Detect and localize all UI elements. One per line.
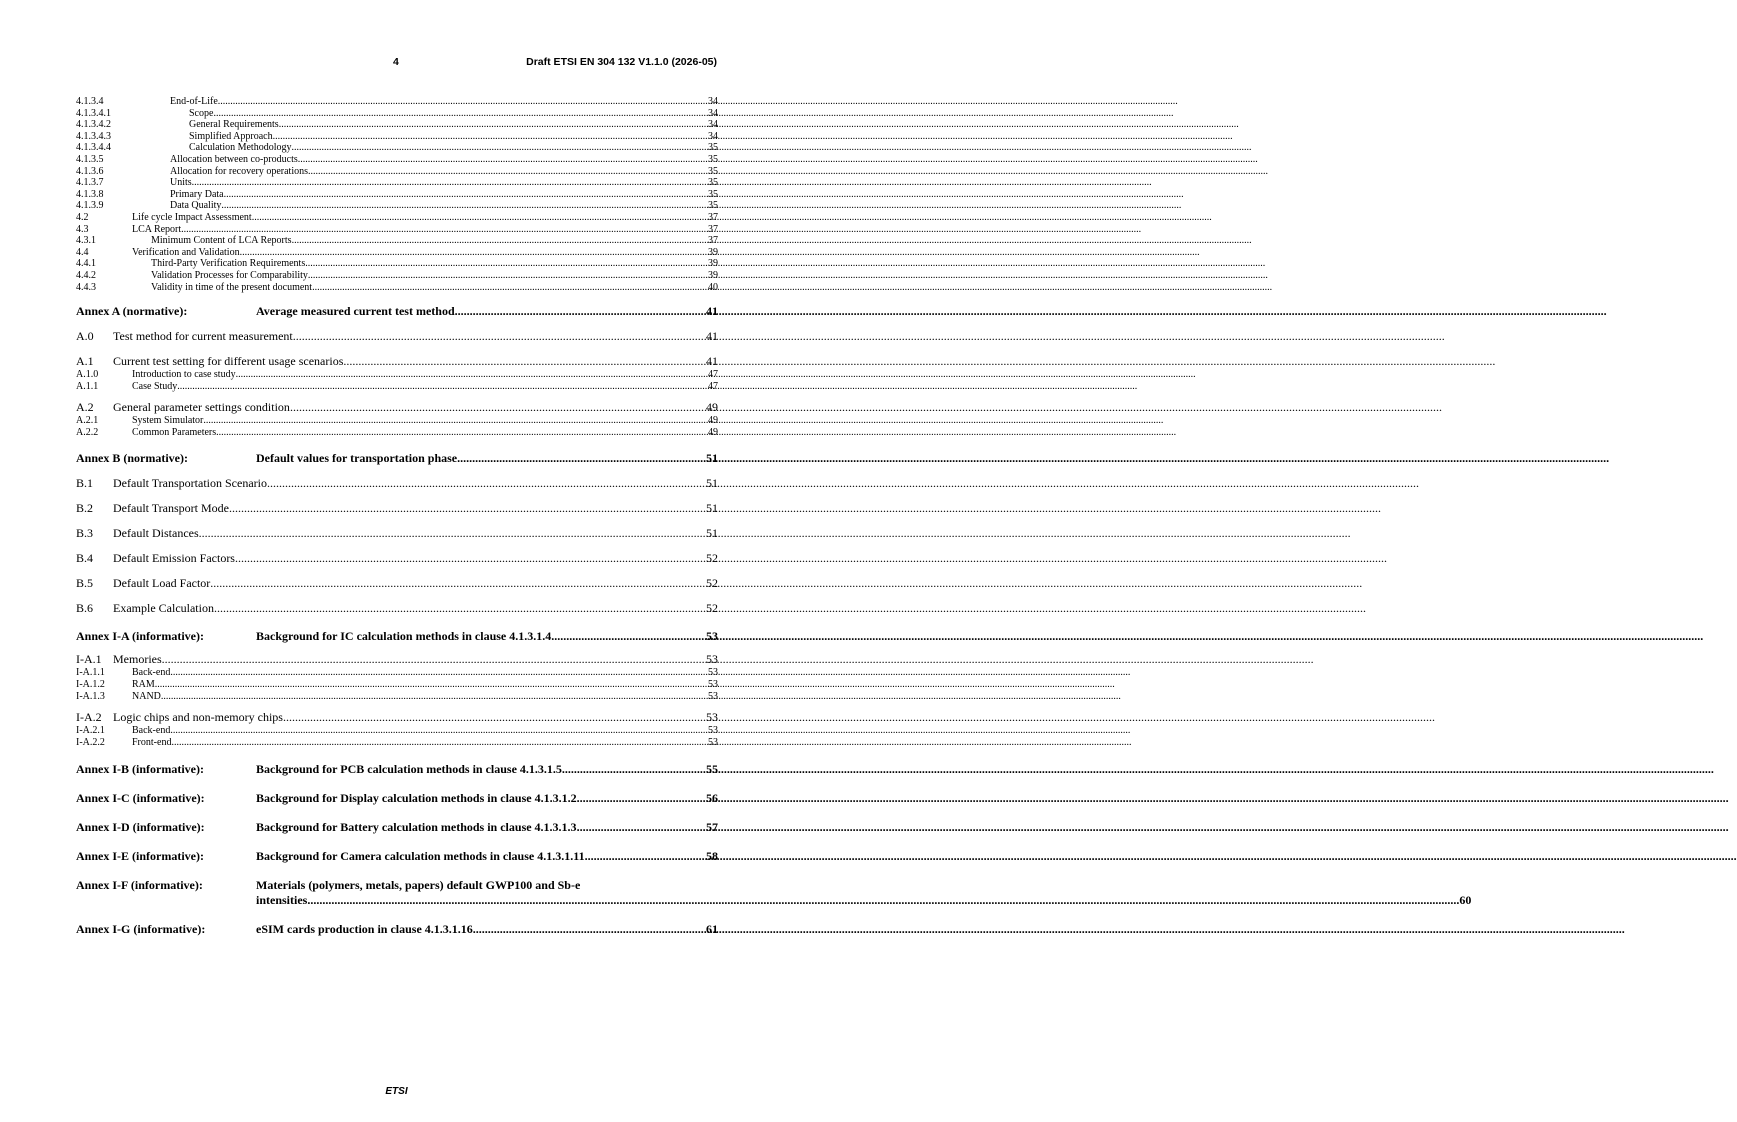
toc-entry-b-6[interactable]: B.6 Example Calculation ..... 52	[76, 601, 718, 616]
toc-entry-i-a-1-3[interactable]: I-A.1.3 NAND ..... 53	[76, 691, 718, 703]
toc-entry-4-1-3-4-3[interactable]: 4.1.3.4.3 Simplified Approach ..... 34	[76, 131, 718, 143]
toc-entry-4-1-3-5[interactable]: 4.1.3.5 Allocation between co-products ..... 35	[76, 154, 718, 166]
toc-annex-i-g[interactable]: Annex I-G (informative): eSIM cards production in clause 4.1.3.1.16 ..... 61	[76, 922, 718, 937]
toc-entry-4-4-3[interactable]: 4.4.3 Validity in time of the present document ..... 40	[76, 282, 718, 294]
footer-etsi: ETSI	[385, 1086, 408, 1097]
toc-entry-4-3-1[interactable]: 4.3.1 Minimum Content of LCA Reports ..... 37	[76, 235, 718, 247]
toc-entry-4-1-3-4-1[interactable]: 4.1.3.4.1 Scope ..... 34	[76, 108, 718, 120]
toc-annex-i-b[interactable]: Annex I-B (informative): Background for PCB calculation methods in clause 4.1.3.1.5 ..... 55	[76, 762, 718, 777]
toc-entry-b-5[interactable]: B.5 Default Load Factor ..... 52	[76, 576, 718, 591]
toc-entry-a-1[interactable]: A.1 Current test setting for different usage scenarios ..... 41	[76, 354, 718, 369]
toc-entry-a-2-1[interactable]: A.2.1 System Simulator ..... 49	[76, 415, 718, 427]
toc-annex-i-c[interactable]: Annex I-C (informative): Background for Display calculation methods in clause 4.1.3.1.2 ..... 56	[76, 791, 718, 806]
toc-entry-i-a-1[interactable]: I-A.1 Memories ..... 53	[76, 652, 718, 667]
toc-entry-a-2-2[interactable]: A.2.2 Common Parameters ..... 49	[76, 427, 718, 439]
toc-entry-i-a-2-1[interactable]: I-A.2.1 Back-end ..... 53	[76, 725, 718, 737]
toc-entry-4-1-3-6[interactable]: 4.1.3.6 Allocation for recovery operations ..... 35	[76, 166, 718, 178]
toc-entry-b-4[interactable]: B.4 Default Emission Factors ..... 52	[76, 551, 718, 566]
toc-entry-b-1[interactable]: B.1 Default Transportation Scenario ..... 51	[76, 476, 718, 491]
toc-entry-i-a-2[interactable]: I-A.2 Logic chips and non-memory chips ..... 53	[76, 710, 718, 725]
toc-annex-i-e[interactable]: Annex I-E (informative): Background for Camera calculation methods in clause 4.1.3.1.11 ..... 58	[76, 849, 718, 864]
page-number: 4	[393, 56, 399, 68]
toc-entry-b-3[interactable]: B.3 Default Distances ..... 51	[76, 526, 718, 541]
toc-annex-i-a[interactable]: Annex I-A (informative): Background for IC calculation methods in clause 4.1.3.1.4 ..... 53	[76, 629, 718, 644]
toc-entry-4-1-3-4-2[interactable]: 4.1.3.4.2 General Requirements ..... 34	[76, 119, 718, 131]
toc-entry-i-a-1-1[interactable]: I-A.1.1 Back-end ..... 53	[76, 667, 718, 679]
toc-entry-i-a-1-2[interactable]: I-A.1.2 RAM ..... 53	[76, 679, 718, 691]
toc-entry-b-2[interactable]: B.2 Default Transport Mode ..... 51	[76, 501, 718, 516]
toc-entry-4-3[interactable]: 4.3 LCA Report ..... 37	[76, 224, 718, 236]
toc-entry-4-1-3-4[interactable]: 4.1.3.4 End-of-Life ..... 34	[76, 96, 718, 108]
toc-entry-a-1-0[interactable]: A.1.0 Introduction to case study ..... 47	[76, 369, 718, 381]
toc-annex-b[interactable]: Annex B (normative): Default values for transportation phase ..... 51	[76, 451, 718, 466]
toc-entry-4-1-3-4-4[interactable]: 4.1.3.4.4 Calculation Methodology ..... 35	[76, 142, 718, 154]
toc-annex-i-f[interactable]: Annex I-F (informative): Materials (polymers, metals, papers) default GWP100 and Sb-e intensities ..... 60	[76, 878, 718, 908]
toc-entry-4-4-2[interactable]: 4.4.2 Validation Processes for Comparability ..... 39	[76, 270, 718, 282]
toc-entry-4-1-3-9[interactable]: 4.1.3.9 Data Quality ..... 35	[76, 200, 718, 212]
toc-entry-4-1-3-7[interactable]: 4.1.3.7 Units ..... 35	[76, 177, 718, 189]
toc-entry-4-4[interactable]: 4.4 Verification and Validation ..... 39	[76, 247, 718, 259]
toc-entry-4-1-3-8[interactable]: 4.1.3.8 Primary Data ..... 35	[76, 189, 718, 201]
toc-entry-a-0[interactable]: A.0 Test method for current measurement ..... 41	[76, 329, 718, 344]
toc-entry-a-1-1[interactable]: A.1.1 Case Study ..... 47	[76, 381, 718, 393]
toc-annex-i-d[interactable]: Annex I-D (informative): Background for Battery calculation methods in clause 4.1.3.1.3 ..... 57	[76, 820, 718, 835]
toc-entry-a-2[interactable]: A.2 General parameter settings condition ..... 49	[76, 400, 718, 415]
table-of-contents	[76, 96, 1472, 937]
toc-entry-4-4-1[interactable]: 4.4.1 Third-Party Verification Requirements ..... 39	[76, 258, 718, 270]
toc-entry-4-2[interactable]: 4.2 Life cycle Impact Assessment ..... 37	[76, 212, 718, 224]
document-title: Draft ETSI EN 304 132 V1.1.0 (2026-05)	[526, 56, 717, 68]
toc-annex-a[interactable]: Annex A (normative): Average measured current test method ..... 41	[76, 304, 718, 319]
toc-entry-i-a-2-2[interactable]: I-A.2.2 Front-end ..... 53	[76, 737, 718, 749]
